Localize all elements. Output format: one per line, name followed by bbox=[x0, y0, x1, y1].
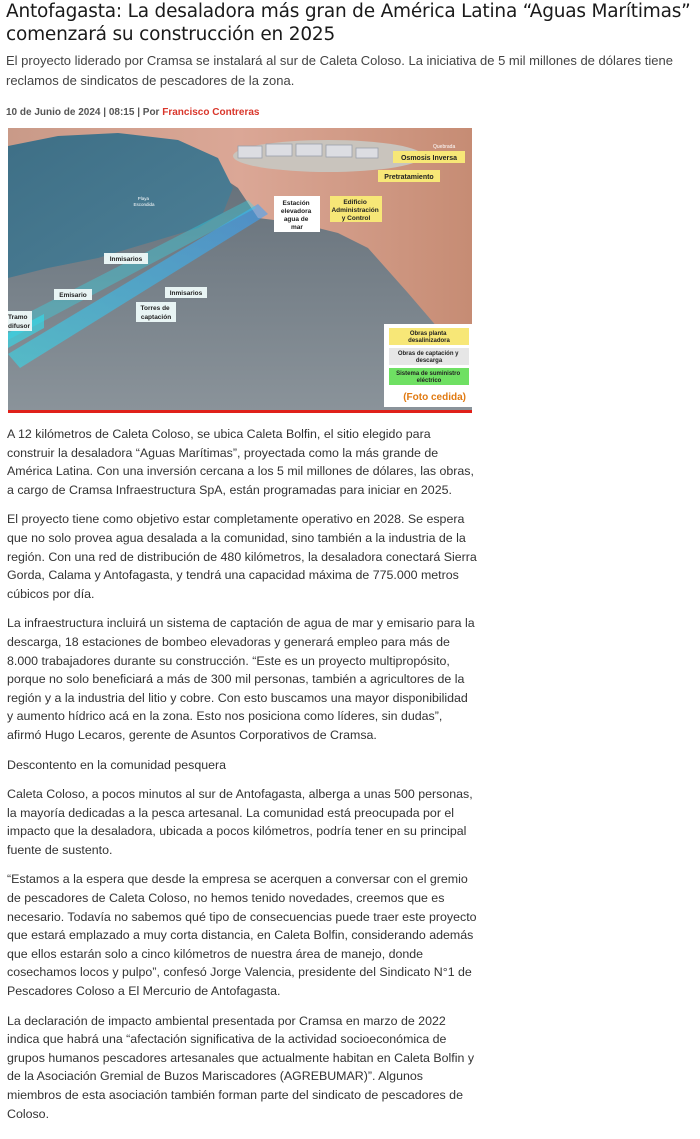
article-body bbox=[7, 425, 477, 1134]
paragraph: A 12 kilómetros de Caleta Coloso, se ubica Caleta Bolfin, el sitio elegido para construir la desaladora “Aguas Marítimas”, proyectada como la más grande de América Latina. Con una inversión cercana a los 5 mil millones de dólares, las obras, a cargo de Cramsa Infraestructura SpA, están programadas para iniciar en 2025. bbox=[7, 427, 474, 497]
project-illustration bbox=[8, 128, 472, 413]
section-subheading: Descontento en la comunidad pesquera bbox=[7, 757, 227, 772]
label-playa: Playa Escondida bbox=[133, 196, 155, 207]
legend-item-electric: Sistema de suministro eléctrico bbox=[396, 371, 461, 384]
label-edificio: Edificio Administración y Control bbox=[331, 199, 379, 222]
paragraph: “Estamos a la espera que desde la empresa se acerquen a conversar con el gremio de pescadores de Caleta Coloso, no hemos tenido novedades, creemos que es necesario. Todavía no sabemos qué tipo de consecuencias puede traer este proyecto que estará emplazado a muy corta distancia, en Caleta Bolfin, considerando además que ellos estarán solo a cinco kilómetros de nuestra área de manejo, donde cosechamos locos y pulpo”, confesó Jorge Valencia, presidente del Sindicato N°1 de Pescadores Coloso a El Mercurio de Antofagasta. bbox=[7, 872, 477, 999]
legend-item-capture: Obras de captación y descarga bbox=[397, 351, 459, 364]
article-subheadline: El proyecto liderado por Cramsa se instalará al sur de Caleta Coloso. La iniciativa de 5 mil millones de dólares tiene reclamos de sindicatos de pescadores de la zona. bbox=[6, 53, 673, 88]
legend-item-plant: Obras planta desalinizadora bbox=[408, 331, 450, 344]
article-meta bbox=[6, 107, 260, 118]
label-emisario: Emisario bbox=[59, 292, 87, 299]
article-headline: Antofagasta: La desaladora más gran de América Latina “Aguas Marítimas” comenzará su construcción en 2025 bbox=[6, 1, 691, 45]
author-link[interactable]: Francisco Contreras bbox=[162, 107, 260, 118]
map-legend bbox=[384, 324, 472, 388]
article-date: 10 de Junio de 2024 | 08:15 | Por bbox=[6, 107, 163, 118]
label-pretratamiento: Pretratamiento bbox=[384, 174, 434, 181]
label-inmisarios-top: Inmisarios bbox=[109, 256, 143, 263]
label-tramo: Tramo difusor bbox=[8, 314, 31, 330]
paragraph: El proyecto tiene como objetivo estar completamente operativo en 2028. Se espera que no solo provea agua desalada a la comunidad, sino también a la industria de la región. Con una red de distribución de 480 kilómetros, la desaladora conectará Sierra Gorda, Calama y Antofagasta, y tendrá una capacidad máxima de 775.000 metros cúbicos por día. bbox=[7, 512, 477, 601]
photo-credit: (Foto cedida) bbox=[403, 392, 466, 403]
paragraph: Caleta Coloso, a pocos minutos al sur de Antofagasta, alberga a unas 500 personas, la mayoría dedicadas a la pesca artesanal. La comunidad está preocupada por el impacto que la desaladora, ubicada a pocos kilómetros, podría tener en su principal fuente de sustento. bbox=[7, 787, 473, 857]
paragraph: La infraestructura incluirá un sistema de captación de agua de mar y emisario para la descarga, 18 estaciones de bombeo elevadoras y generará empleo para más de 8.000 trabajadores durante su construcción. “Este es un proyecto multipropósito, porque no solo beneficiará a más de 300 mil personas, también a agricultores de la región y a la industria del litio y cobre. Con esto buscamos una mayor disponibilidad y aumento hídrico acá en la zona. Esto nos posiciona como líderes, sin dudas”, afirmó Hugo Lecaros, gerente de Asuntos Corporativos de Cramsa. bbox=[7, 616, 475, 742]
label-inmisarios-mid: Inmisarios bbox=[169, 290, 203, 297]
label-estacion: Estación elevadora agua de mar bbox=[280, 200, 312, 231]
label-quebrada: Quebrada bbox=[433, 144, 456, 150]
illustration-svg bbox=[8, 128, 472, 410]
label-osmosis: Osmosis Inversa bbox=[400, 155, 458, 162]
paragraph: La declaración de impacto ambiental presentada por Cramsa en marzo de 2022 indica que habrá una “afectación significativa de la actividad socioeconómica de grupos humanos pescadores artesanales que actualmente habitan en Caleta Bolfin y de la Asociación Gremial de Buzos Mariscadores (AGREBUMAR)”. Algunos miembros de esta asociación también forman parte del sindicato de pescadores de Coloso. bbox=[7, 1013, 475, 1121]
label-torres: Torres de captación bbox=[140, 305, 172, 321]
